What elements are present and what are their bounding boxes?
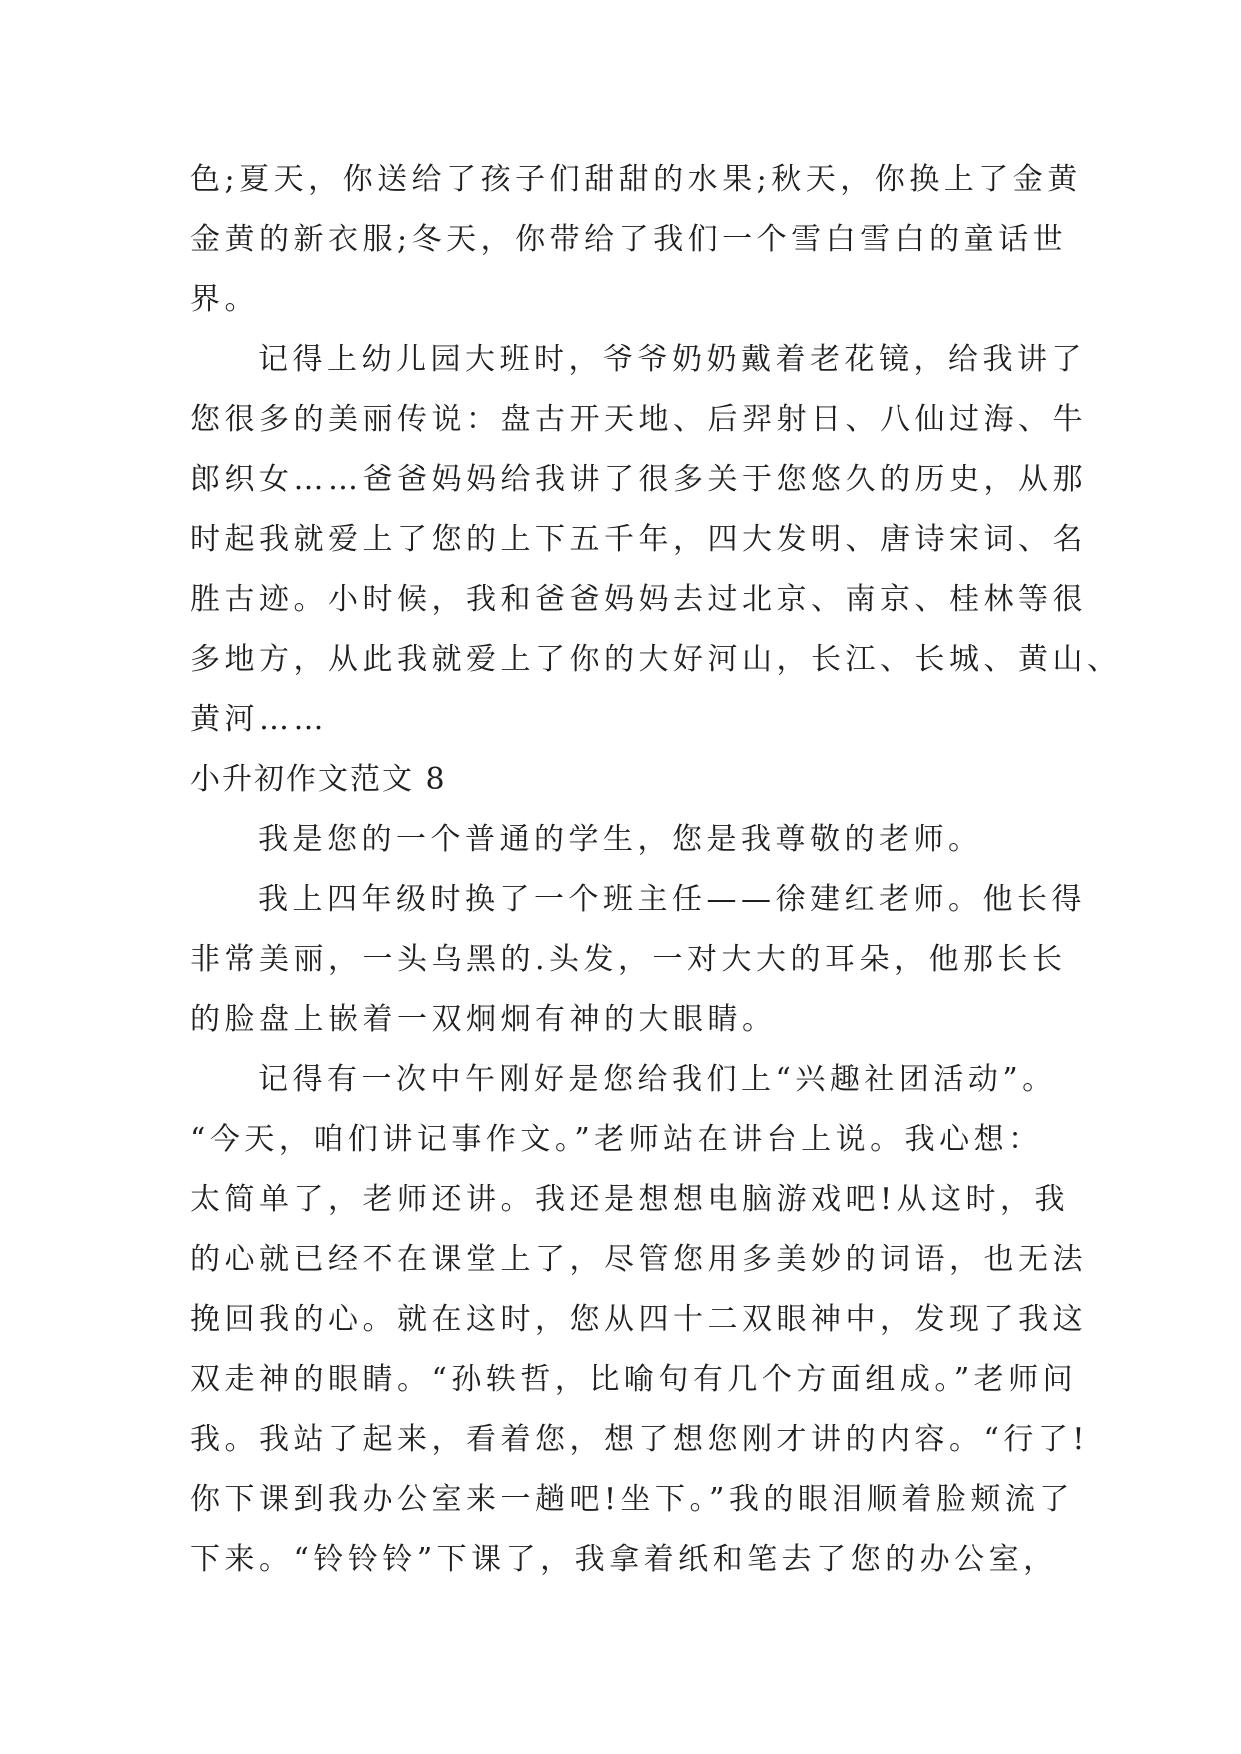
text-line: 你下课到我办公室来一趟吧!坐下。”我的眼泪顺着脸颊流了 [190, 1482, 1074, 1517]
text-line: 黄河…… [190, 702, 328, 737]
text-line: 界。 [190, 282, 259, 317]
text-line: 记得有一次中午刚好是您给我们上“兴趣社团活动”。 [258, 1062, 1057, 1097]
text-line: 您很多的美丽传说：盘古开天地、后羿射日、八仙过海、牛 [190, 402, 1087, 437]
text-line: 我是您的一个普通的学生，您是我尊敬的老师。 [258, 822, 983, 857]
text-line: 双走神的眼睛。“孙轶哲，比喻句有几个方面组成。”老师问 [190, 1362, 1078, 1397]
text-line: 胜古迹。小时候，我和爸爸妈妈去过北京、南京、桂林等很 [190, 582, 1087, 617]
text-line: 下来。“铃铃铃”下课了，我拿着纸和笔去了您的办公室， [190, 1542, 1058, 1577]
text-line: 金黄的新衣服;冬天，你带给了我们一个雪白雪白的童话世 [190, 222, 1068, 257]
text-line: 我。我站了起来，看着您，想了想您刚才讲的内容。“行了! [190, 1422, 1089, 1457]
section-heading [190, 750, 1070, 810]
text-line: 的心就已经不在课堂上了，尽管您用多美妙的词语，也无法 [190, 1242, 1087, 1277]
text-line: 多地方，从此我就爱上了你的大好河山，长江、长城、黄山、 [190, 642, 1122, 677]
paragraph [190, 150, 1082, 330]
text-line: 郎织女……爸爸妈妈给我讲了很多关于您悠久的历史，从那 [190, 462, 1087, 497]
text-line: 太简单了，老师还讲。我还是想想电脑游戏吧!从这时，我 [190, 1182, 1070, 1217]
heading-text: 小升初作文范文 8 [190, 762, 447, 797]
text-line: 的脸盘上嵌着一双炯炯有神的大眼睛。 [190, 1002, 777, 1037]
paragraph [190, 1050, 1089, 1590]
text-line: 非常美丽，一头乌黑的.头发，一对大大的耳朵，他那长长 [190, 942, 1067, 977]
paragraph [190, 330, 1122, 750]
text-line: 记得上幼儿园大班时，爷爷奶奶戴着老花镜，给我讲了 [258, 342, 1086, 377]
paragraph [190, 870, 1086, 1050]
document-body [190, 150, 1122, 1590]
paragraph [190, 810, 1070, 870]
text-line: 时起我就爱上了您的上下五千年，四大发明、唐诗宋词、名 [190, 522, 1087, 557]
text-line: 挽回我的心。就在这时，您从四十二双眼神中，发现了我这 [190, 1302, 1087, 1337]
text-line: 我上四年级时换了一个班主任——徐建红老师。他长得 [258, 882, 1086, 917]
text-line: 色;夏天，你送给了孩子们甜甜的水果;秋天，你换上了金黄 [190, 162, 1082, 197]
text-line: “今天，咱们讲记事作文。”老师站在讲台上说。我心想： [190, 1122, 1043, 1157]
